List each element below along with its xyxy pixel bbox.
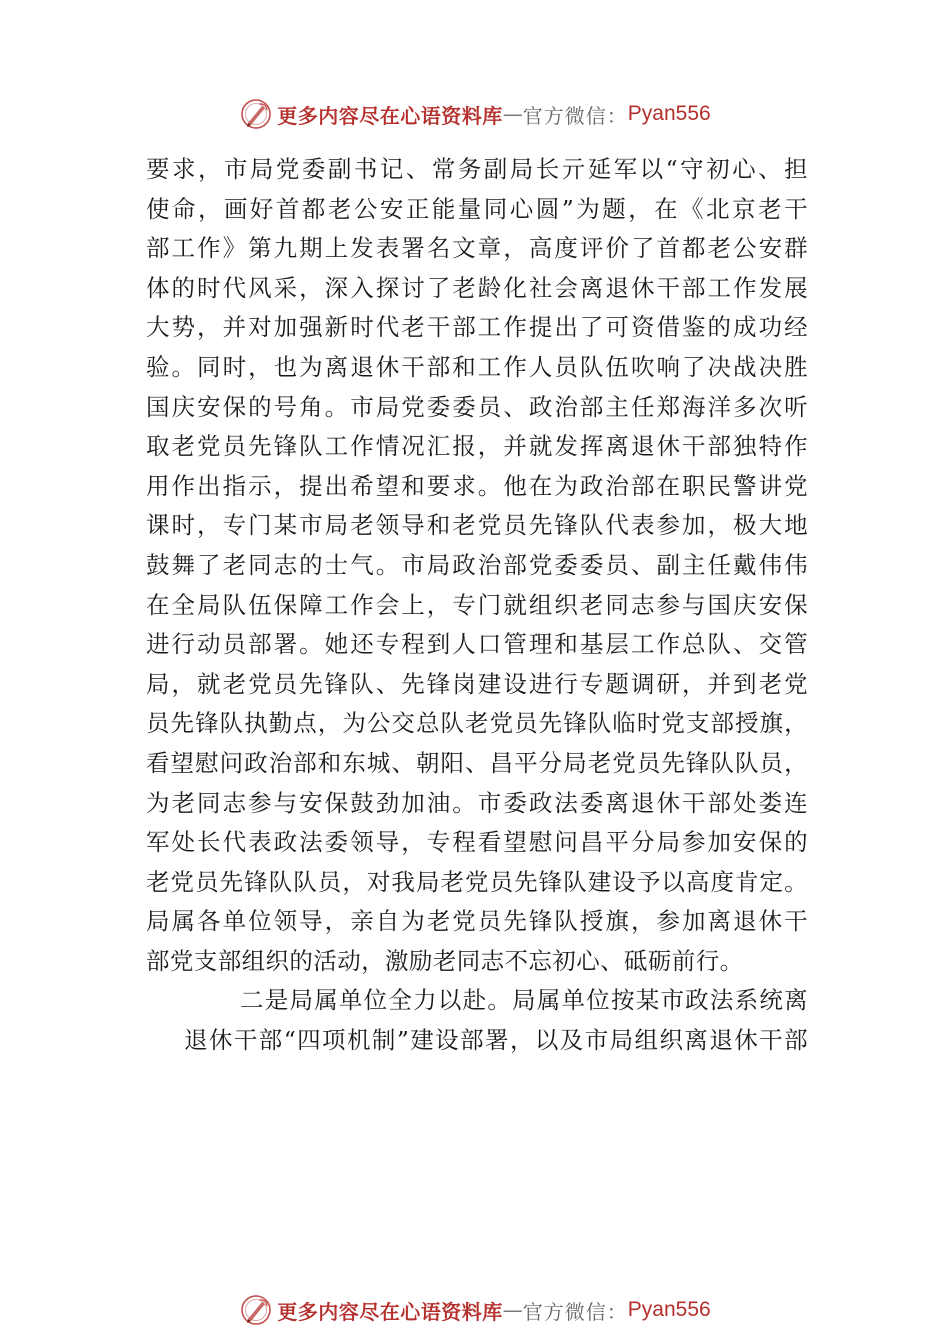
document-body xyxy=(146,150,808,1061)
paragraph-1-line: 进行动员部署。她还专程到人口管理和基层工作总队、交管 xyxy=(146,630,808,659)
paragraph-1-line: 验。同时，也为离退休干部和工作人员队伍吹响了决战决胜 xyxy=(146,352,808,381)
banner-promo-text: 更多内容尽在心语资料库 xyxy=(277,103,503,128)
paragraph-1-line: 看望慰问政治部和东城、朝阳、昌平分局老党员先锋队队员， xyxy=(146,748,808,777)
paragraph-1-line: 体的时代风采，深入探讨了老龄化社会离退休干部工作发展 xyxy=(146,273,808,302)
banner-wechat-id: Pyan556 xyxy=(627,1298,711,1321)
header-banner xyxy=(0,94,950,134)
paragraph-1-line: 鼓舞了老同志的士气。市局政治部党委委员、副主任戴伟伟 xyxy=(146,550,808,579)
banner-separator: — xyxy=(502,102,523,126)
paragraph-2-line-2: 退休干部“四项机制”建设部署，以及市局组织离退休干部 xyxy=(184,1026,808,1055)
paragraph-1-line: 取老党员先锋队工作情况汇报，并就发挥离退休干部独特作 xyxy=(146,432,808,461)
paragraph-2-line-1: 二是局属单位全力以赴。局属单位按某市政法系统离 xyxy=(240,986,808,1015)
footer-banner xyxy=(0,1290,950,1330)
paragraph-1-line: 员先锋队执勤点，为公交总队老党员先锋队临时党支部授旗， xyxy=(146,709,808,738)
paragraph-1-line: 用作出指示，提出希望和要求。他在为政治部在职民警讲党 xyxy=(146,471,808,500)
paragraph-1-line: 为老同志参与安保鼓劲加油。市委政法委离退休干部处娄连 xyxy=(146,788,808,817)
paragraph-1-line: 要求，市局党委副书记、常务副局长亓延军以“守初心、担 xyxy=(146,155,808,183)
paragraph-1-line: 部工作》第九期上发表署名文章，高度评价了首都老公安群 xyxy=(146,234,808,263)
banner-separator: — xyxy=(502,1298,523,1322)
paragraph-1-line: 局，就老党员先锋队、先锋岗建设进行专题调研，并到老党 xyxy=(146,669,808,698)
pen-logo-icon xyxy=(239,1293,273,1327)
paragraph-1-line: 国庆安保的号角。市局党委委员、政治部主任郑海洋多次听 xyxy=(146,392,808,421)
banner-wechat-label: 官方微信： xyxy=(522,1299,628,1324)
paragraph-1-line: 大势，并对加强新时代老干部工作提出了可资借鉴的成功经 xyxy=(146,313,808,342)
paragraph-1 xyxy=(146,150,808,981)
paragraph-1-line: 在全局队伍保障工作会上，专门就组织老同志参与国庆安保 xyxy=(146,590,808,619)
paragraph-1-line: 课时，专门某市局老领导和老党员先锋队代表参加，极大地 xyxy=(146,511,808,540)
banner-wechat-label: 官方微信： xyxy=(522,103,628,128)
paragraph-1-line: 局属各单位领导，亲自为老党员先锋队授旗，参加离退休干 xyxy=(146,907,808,936)
pen-logo-icon xyxy=(239,97,273,131)
paragraph-1-line: 部党支部组织的活动，激励老同志不忘初心、砥砺前行。 xyxy=(146,946,744,975)
banner-promo-text: 更多内容尽在心语资料库 xyxy=(277,1299,503,1324)
banner-wechat-id: Pyan556 xyxy=(627,102,711,125)
paragraph-1-line: 使命，画好首都老公安正能量同心圆”为题，在《北京老干 xyxy=(146,194,808,223)
paragraph-1-line: 老党员先锋队队员，对我局老党员先锋队建设予以高度肯定。 xyxy=(146,867,808,896)
paragraph-1-line: 军处长代表政法委领导，专程看望慰问昌平分局参加安保的 xyxy=(146,828,808,857)
